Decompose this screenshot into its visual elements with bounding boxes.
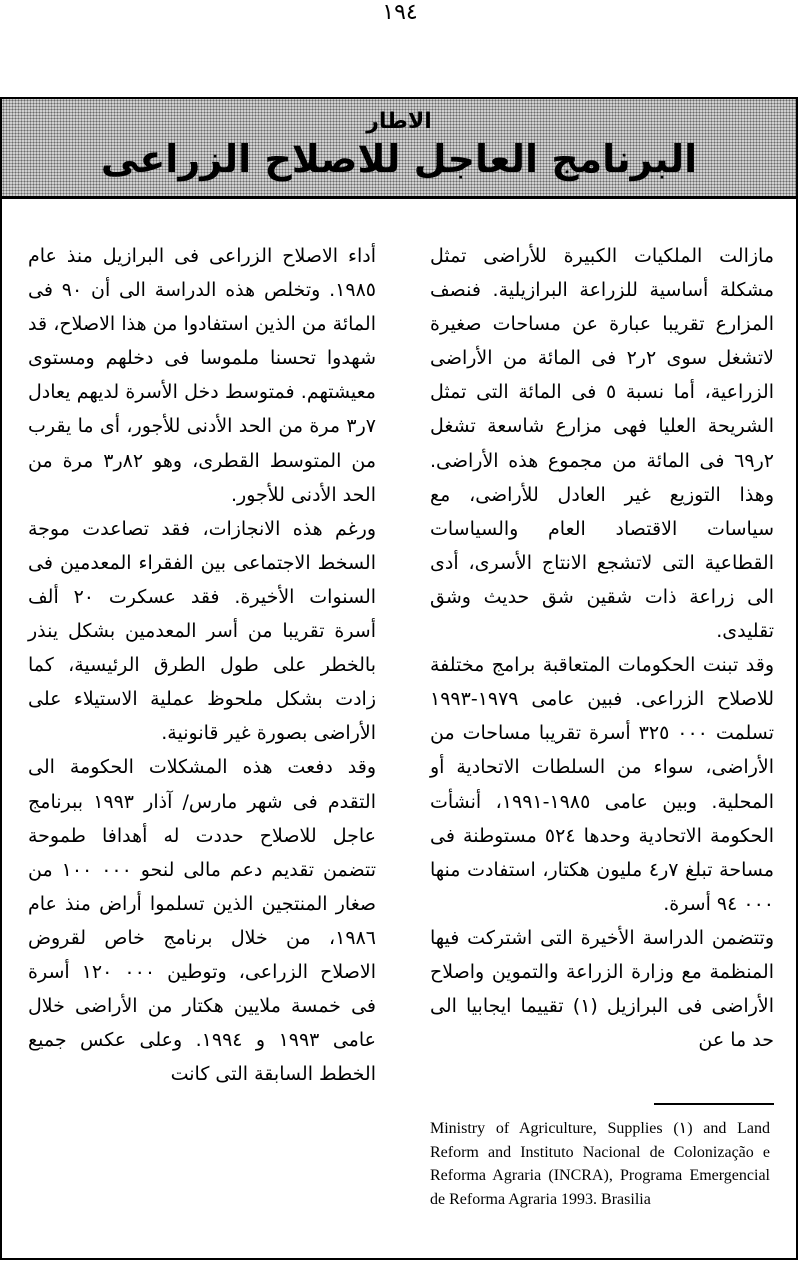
right-column (430, 239, 774, 1057)
paragraph: وقد دفعت هذه المشكلات الحكومة الى التقدم فى شهر مارس/ آذار ١٩٩٣ ببرنامج عاجل للاصلاح حددت له أهدافا طموحة تتضمن تقديم دعم مالى لنحو ٠٠٠ ١٠٠ من صغار المنتجين الذين تسلموا أراض منذ عام ١٩٨٦، من خلال برنامج خاص لقروض الاصلاح الزراعى، وتوطين ٠٠٠ ١٢٠ أسرة فى خمسة ملايين هكتار من الأراضى خلال عامى ١٩٩٣ و ١٩٩٤. وعلى عكس جميع الخطط السابقة التى كانت (28, 756, 377, 1086)
paragraph: وتتضمن الدراسة الأخيرة التى اشتركت فيها المنظمة مع وزارة الزراعة والتموين واصلاح الأراضى فى البرازيل (١) تقييما ايجابيا الى حد ما عن (430, 926, 774, 1052)
paragraph: ورغم هذه الانجازات، فقد تصاعدت موجة السخط الاجتماعى بين الفقراء المعدمين فى السنوات الأخيرة. فقد عسكرت ٢٠ ألف أسرة تقريبا من أسر المعدمين بشكل ينذر بالخطر على طول الطرق الرئيسية، كما زادت بشكل ملحوظ عملية الاستيلاء على الأراضى بصورة غير قانونية. (28, 517, 377, 745)
paragraph: مازالت الملكيات الكبيرة للأراضى تمثل مشكلة أساسية للزراعة البرازيلية. فنصف المزارع تقريبا عبارة عن مساحات صغيرة لاتشغل سوى ٢ر٢ فى المائة من الأراضى الزراعية، أما نسبة ٥ فى المائة التى تمثل الشريحة العليا فهى مزارع شاسعة تشغل ٢ر٦٩ فى المائة من مجموع هذه الأراضى. وهذا التوزيع غير العادل للأراضى، مع سياسات الاقتصاد العام والسياسات القطاعية التى لاتشجع الانتاج الأسرى، أدى الى زراعة ذات شقين شق حديث وشق تقليدى. (430, 245, 774, 643)
section-banner (2, 99, 796, 199)
section-kicker: الاطار (366, 109, 432, 134)
left-column (28, 239, 376, 1091)
article-box (0, 97, 798, 1260)
section-title: البرنامج العاجل للاصلاح الزراعى (100, 137, 698, 181)
paragraph: وقد تبنت الحكومات المتعاقبة برامج مختلفة للاصلاح الزراعى. فبين عامى ١٩٧٩-١٩٩٣ تسلمت ٠٠٠ ٣٢٥ أسرة تقريبا مساحات من الأراضى، سواء من السلطات الاتحادية أو المحلية. وبين عامى ١٩٨٥-١٩٩١، أنشأت الحكومة الاتحادية وحدها ٥٢٤ مستوطنة فى مساحة تبلغ ٧ر٤ مليون هكتار، استفادت منها ٠٠٠ ٩٤ أسرة. (430, 654, 775, 915)
footnote-divider (654, 1103, 774, 1105)
paragraph: أداء الاصلاح الزراعى فى البرازيل منذ عام ١٩٨٥. وتخلص هذه الدراسة الى أن ٩٠ فى المائة من الذين استفادوا من هذا الاصلاح، قد شهدوا تحسنا ملموسا فى دخلهم ومستوى معيشتهم. فمتوسط دخل الأسرة لديهم يعادل ٧ر٣ مرة من الحد الأدنى للأجور، أى ما يقرب من المتوسط القطرى، وهو ٨٢ر٣ مرة من الحد الأدنى للأجور. (28, 245, 376, 506)
page-number: ١٩٤ (382, 0, 418, 25)
footnote: Ministry of Agriculture, Supplies (١) and Land Reform and Instituto Nacional de Colonização e Reforma Agraria (INCRA), Programa Emergencial de Reforma Agraria 1993. Brasilia (430, 1120, 770, 1208)
